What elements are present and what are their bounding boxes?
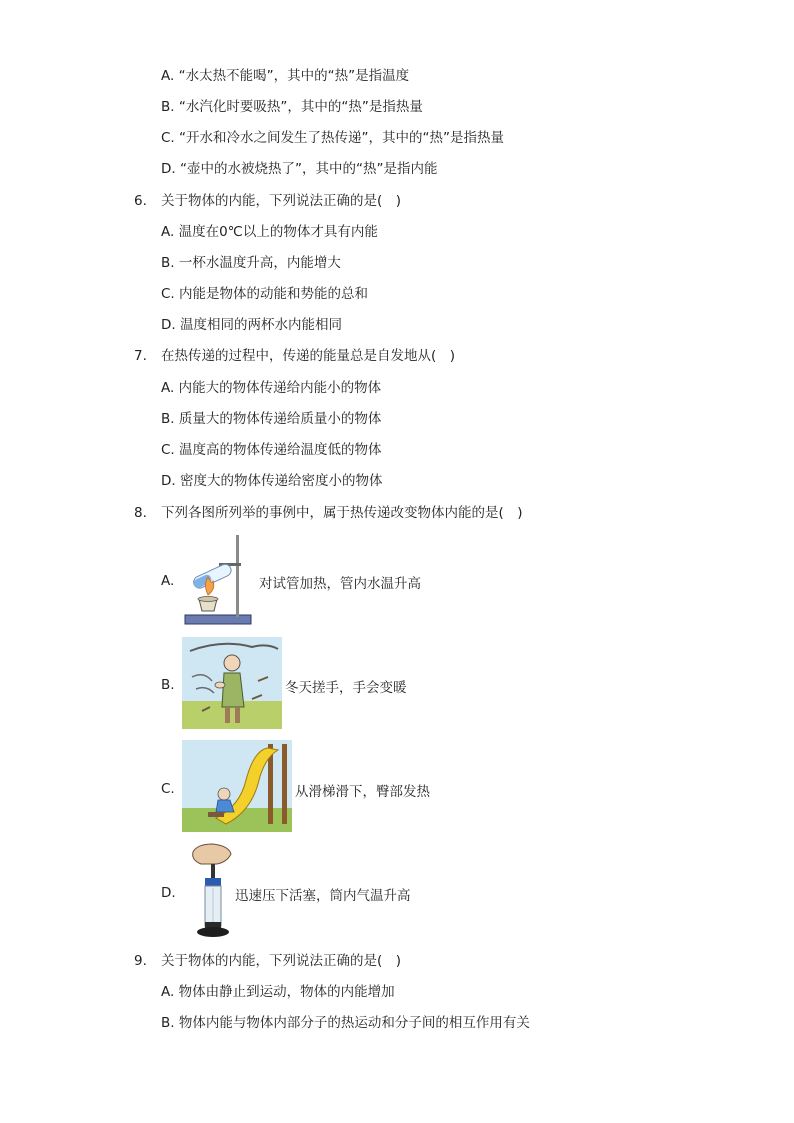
q9-option-a: A. 物体由静止到运动，物体的内能增加 [161,984,395,1000]
q9-option-b: B. 物体内能与物体内部分子的热运动和分子间的相互作用有关 [161,1015,530,1031]
q9-number: 9. [134,953,147,969]
q8-option-b-text: 冬天搓手，手会变暖 [285,680,407,696]
q7-option-c: C. 温度高的物体传递给温度低的物体 [161,442,382,458]
q5-option-c: C. “开水和冷水之间发生了热传递”，其中的“热”是指热量 [161,130,504,146]
rubbing-hands-icon [182,637,282,729]
q7-stem: 在热传递的过程中，传递的能量总是自发地从( ) [161,348,456,364]
q8-stem: 下列各图所列举的事例中，属于热传递改变物体内能的是( ) [161,505,523,521]
q6-option-b: B. 一杯水温度升高，内能增大 [161,255,341,271]
q5-option-b: B. “水汽化时要吸热”，其中的“热”是指热量 [161,99,423,115]
q5-option-a: A. “水太热不能喝”，其中的“热”是指温度 [161,68,410,84]
q9-stem: 关于物体的内能，下列说法正确的是( ) [161,953,402,969]
q6-stem: 关于物体的内能，下列说法正确的是( ) [161,193,402,209]
q7-option-a: A. 内能大的物体传递给内能小的物体 [161,380,382,396]
q6-number: 6. [134,193,147,209]
q8-option-c-letter: C. [161,781,175,797]
q8-option-d-text: 迅速压下活塞，筒内气温升高 [235,888,411,904]
q6-option-c: C. 内能是物体的动能和势能的总和 [161,286,369,302]
q8-number: 8. [134,505,147,521]
slide-icon [182,740,292,832]
q8-option-d-letter: D. [161,885,176,901]
q6-option-d: D. 温度相同的两杯水内能相同 [161,317,342,333]
q6-option-a: A. 温度在0℃以上的物体才具有内能 [161,224,378,240]
q8-option-c-text: 从滑梯滑下，臀部发热 [295,784,430,800]
q8-option-b-letter: B. [161,677,175,693]
piston-cylinder-icon [187,842,235,940]
q7-option-d: D. 密度大的物体传递给密度小的物体 [161,473,383,489]
q7-number: 7. [134,348,147,364]
test-tube-heating-icon [181,533,257,627]
q8-option-a-letter: A. [161,573,175,589]
q7-option-b: B. 质量大的物体传递给质量小的物体 [161,411,382,427]
q5-option-d: D. “壶中的水被烧热了”，其中的“热”是指内能 [161,161,438,177]
q8-option-a-text: 对试管加热，管内水温升高 [259,576,421,592]
